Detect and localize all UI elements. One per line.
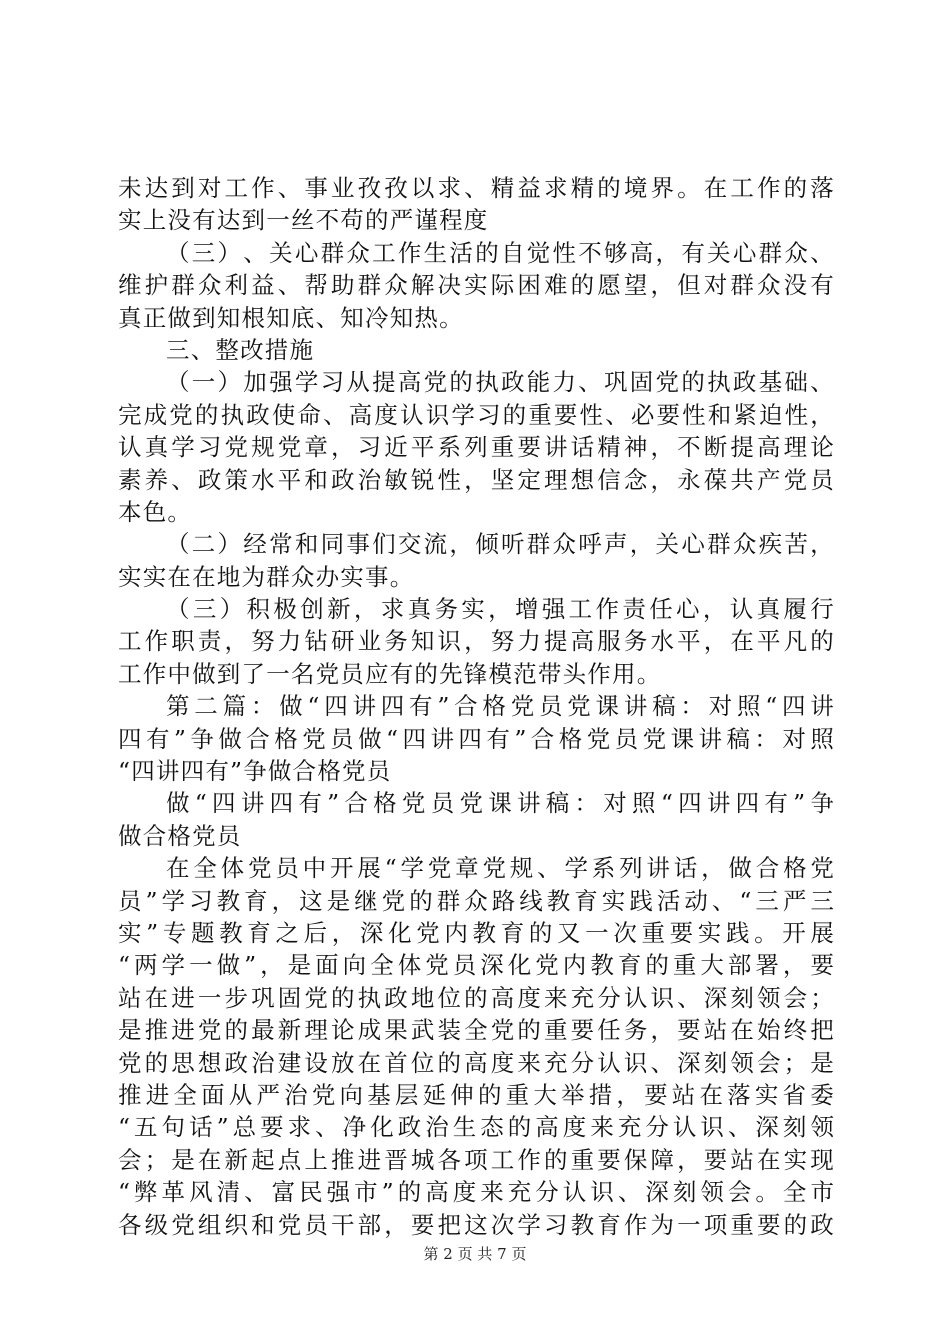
text-line: 站 在 进 一 步 巩 固 党 的 执 政 地 位 的 高 度 来 充 分 认 识 、 深 刻 领 会 ； [118, 983, 834, 1012]
text-line: 第 二 篇 ： 做 “ 四 讲 四 有 ” 合 格 党 员 党 课 讲 稿 ： 对 照 “ 四 讲 [166, 692, 834, 721]
text-line: 做 “ 四 讲 四 有 ” 合 格 党 员 党 课 讲 稿 ： 对 照 “ 四 讲 四 有 ” 争 [166, 789, 834, 818]
text-line: （ 三 ） 、 关 心 群 众 工 作 生 活 的 自 觉 性 不 够 高 ， 有 关 心 群 众 、 [166, 238, 834, 267]
text-line: 工作中做到了一名党员应有的先锋模范带头作用。 [118, 659, 662, 688]
text-line: （ 一 ） 加 强 学 习 从 提 高 党 的 执 政 能 力 、 巩 固 党 的 执 政 基 础 、 [166, 368, 834, 397]
text-line: （ 二 ） 经 常 和 同 事 们 交 流 ， 倾 听 群 众 呼 声 ， 关 心 群 众 疾 苦 ， [166, 530, 834, 559]
text-line: “ 弊 革 风 清 、 富 民 强 市 ” 的 高 度 来 充 分 认 识 、 深 刻 领 会 。 全 市 [118, 1178, 834, 1207]
text-line: 实实在在地为群众办实事。 [118, 562, 415, 591]
text-line: 四 有 ” 争 做 合 格 党 员 做 “ 四 讲 四 有 ” 合 格 党 员 党 课 讲 稿 ： 对 照 [118, 724, 834, 753]
text-line: 认 真 学 习 党 规 党 章 ， 习 近 平 系 列 重 要 讲 话 精 神 ， 不 断 提 高 理 论 [118, 433, 834, 462]
text-line: 未 达 到 对 工 作 、 事 业 孜 孜 以 求 、 精 益 求 精 的 境 界 。 在 工 作 的 落 [118, 174, 834, 202]
text-line: 工 作 职 责 ， 努 力 钻 研 业 务 知 识 ， 努 力 提 高 服 务 水 平 ， 在 平 凡 的 [118, 627, 834, 656]
text-line: 素 养 、 政 策 水 平 和 政 治 敏 锐 性 ， 坚 定 理 想 信 念 ， 永 葆 共 产 党 员 [118, 465, 834, 494]
text-line: “ 两 学 一 做 ” ， 是 面 向 全 体 党 员 深 化 党 内 教 育 的 重 大 部 署 ， 要 [118, 951, 834, 980]
text-line: 员 ” 学 习 教 育 ， 这 是 继 党 的 群 众 路 线 教 育 实 践 活 动 、 “ 三 严 三 [118, 886, 834, 915]
document-body [118, 172, 834, 1241]
text-line: 推 进 全 面 从 严 治 党 向 基 层 延 伸 的 重 大 举 措 ， 要 站 在 落 实 省 委 [118, 1080, 834, 1109]
text-line: 是 推 进 党 的 最 新 理 论 成 果 武 装 全 党 的 重 要 任 务 ， 要 站 在 始 终 把 [118, 1016, 834, 1045]
text-line: 各 级 党 组 织 和 党 员 干 部 ， 要 把 这 次 学 习 教 育 作 为 一 项 重 要 的 政 [118, 1210, 834, 1239]
text-line: 维 护 群 众 利 益 、 帮 助 群 众 解 决 实 际 困 难 的 愿 望 ， 但 对 群 众 没 有 [118, 271, 834, 300]
page-footer: 第 2 页 共 7 页 [423, 1245, 527, 1263]
text-line: “四讲四有”争做合格党员 [118, 757, 392, 786]
text-line: 完 成 党 的 执 政 使 命 、 高 度 认 识 学 习 的 重 要 性 、 必 要 性 和 紧 迫 性 ， [118, 400, 834, 429]
text-line: “ 五 句 话 ” 总 要 求 、 净 化 政 治 生 态 的 高 度 来 充 分 认 识 、 深 刻 领 [118, 1113, 834, 1142]
text-line: 实上没有达到一丝不苟的严谨程度 [118, 206, 489, 235]
text-line: 实 ” 专 题 教 育 之 后 ， 深 化 党 内 教 育 的 又 一 次 重 要 实 践 。 开 展 [118, 918, 834, 947]
text-line: 做合格党员 [118, 821, 242, 850]
text-line: 三、整改措施 [166, 335, 315, 364]
text-line: 真正做到知根知底、知冷知热。 [118, 303, 464, 332]
text-line: 在 全 体 党 员 中 开 展 “ 学 党 章 党 规 、 学 系 列 讲 话 ， 做 合 格 党 [166, 854, 834, 883]
text-line: 党 的 思 想 政 治 建 设 放 在 首 位 的 高 度 来 充 分 认 识 、 深 刻 领 会 ； 是 [118, 1048, 834, 1077]
text-line: （ 三 ） 积 极 创 新 ， 求 真 务 实 ， 增 强 工 作 责 任 心 ， 认 真 履 行 [166, 595, 834, 624]
text-line: 本色。 [118, 497, 193, 526]
text-line: 会 ； 是 在 新 起 点 上 推 进 晋 城 各 项 工 作 的 重 要 保 障 ， 要 站 在 实 现 [118, 1145, 834, 1174]
